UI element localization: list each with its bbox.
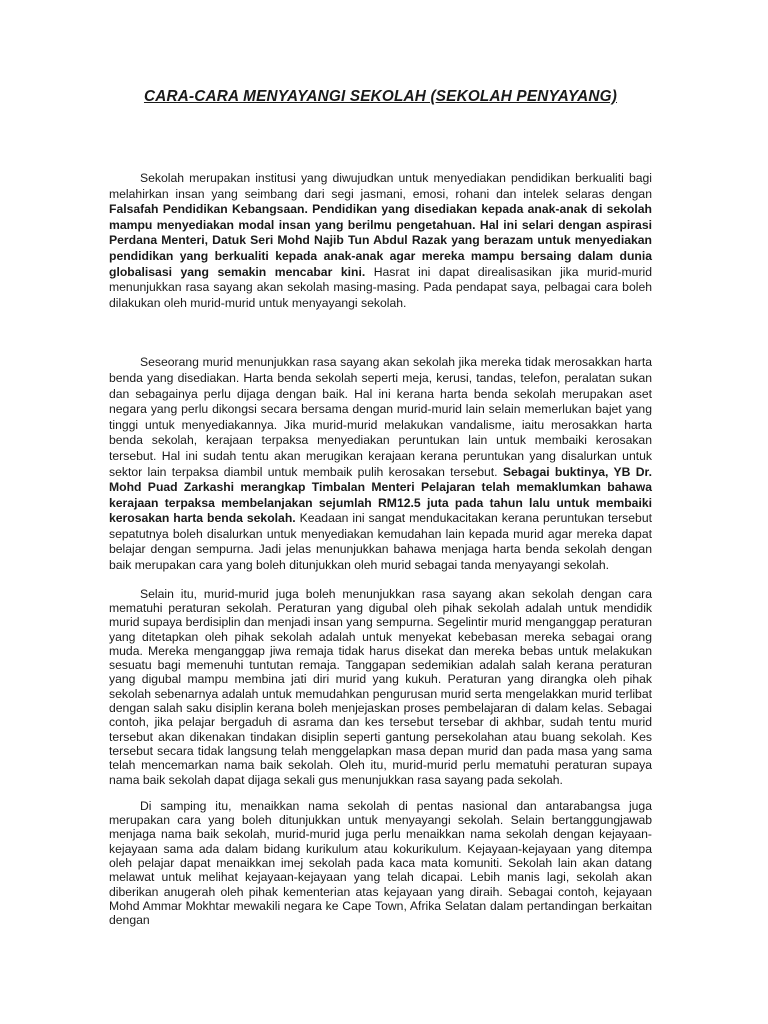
paragraph-run: Sekolah merupakan institusi yang diwujudkan untuk menyediakan pendidikan berkualiti bagi melahirkan insan yang seimbang dari segi jasmani, emosi, rohani dan intelek selaras dengan [109, 171, 652, 201]
paragraph-run-bold: Sebagai buktinya, YB Dr. Mohd Puad Zarkashi merangkap Timbalan Menteri Pelajaran telah memaklumkan bahawa kerajaan terpaksa membelanjakan sejumlah RM12.5 juta pada tahun lalu untuk membaiki kerosakan harta benda sekolah. [109, 464, 652, 526]
paragraph-nama-sekolah [109, 799, 652, 928]
paragraph-run: Selain itu, murid-murid juga boleh menunjukkan rasa sayang akan sekolah dengan cara mematuhi peraturan sekolah. Peraturan yang digubal oleh pihak sekolah adalah untuk mendidik murid supaya berdisiplin dan menjadi insan yang sempurna. Segelintir murid menganggap peraturan yang ditetapkan oleh pihak sekolah adalah untuk menyekat kebebasan mereka sebagai orang muda. Mereka menganggap jiwa remaja tidak harus disekat dan mereka bebas untuk melakukan sesuatu bagi memenuhi tuntutan remaja. Tanggapan sedemikian adalah salah kerana peraturan yang digubal mampu membina jati diri murid yang kukuh. Peraturan yang dirangka oleh pihak sekolah sebenarnya adalah untuk memudahkan pengurusan murid serta mengelakkan murid terlibat dengan salah saku disiplin kerana boleh menjejaskan proses pembelajaran di dalam kelas. Sebagai contoh, jika pelajar bergaduh di asrama dan kes tersebut tersebar di akhbar, sudah tentu murid tersebut akan dikenakan tindakan disiplin seperti gantung persekolahan atau buang sekolah. Kes tersebut secara tidak langsung telah menggelapkan masa depan murid dan pada masa yang sama telah mencemarkan nama baik sekolah. Oleh itu, murid-murid perlu mematuhi peraturan supaya nama baik sekolah dapat dijaga sekali gus menunjukkan rasa sayang pada sekolah. [109, 586, 652, 787]
paragraph-run: Di samping itu, menaikkan nama sekolah di pentas nasional dan antarabangsa juga merupakan cara yang boleh ditunjukkan untuk menyayangi sekolah. Selain bertanggungjawab menjaga nama baik sekolah, murid-murid juga perlu menaikkan nama sekolah dengan kejayaan-kejayaan sama ada dalam bidang kurikulum atau kokurikulum. Kejayaan-kejayaan yang ditempa oleh pelajar dapat menaikkan imej sekolah pada kaca mata komuniti. Sekolah lain akan datang melawat untuk melihat kejayaan-kejayaan yang telah dicapai. Lebih manis lagi, sekolah akan diberikan anugerah oleh pihak kementerian atas kejayaan yang diraih. Sebagai contoh, kejayaan Mohd Ammar Mokhtar mewakili negara ke Cape Town, Afrika Selatan dalam pertandingan berkaitan dengan [109, 798, 652, 928]
paragraph-peraturan [109, 587, 652, 787]
paragraph-introduction [109, 171, 652, 311]
paragraph-run: Seseorang murid menunjukkan rasa sayang akan sekolah jika mereka tidak merosakkan harta benda yang disediakan. Harta benda sekolah seperti meja, kerusi, tandas, telefon, peralatan sukan dan sebagainya perlu dijaga dengan baik. Hal ini kerana harta benda sekolah merupakan aset negara yang perlu dikongsi secara bersama dengan murid-murid lain selain memerlukan bajet yang tinggi untuk menyediakannya. Jika murid-murid melakukan vandalisme, iaitu merosakkan harta benda sekolah, kerajaan terpaksa menyediakan peruntukan lain untuk membaiki kerosakan tersebut. Hal ini sudah tentu akan merugikan kerajaan kerana peruntukan yang disalurkan untuk sektor lain terpaksa diambil untuk membaik pulih kerosakan tersebut. [109, 355, 652, 479]
document-title: CARA-CARA MENYAYANGI SEKOLAH (SEKOLAH PENYAYANG) [143, 88, 618, 105]
paragraph-run: Keadaan ini sangat mendukacitakan kerana peruntukan tersebut sepatutnya boleh disalurkan untuk menyediakan kemudahan lain kepada murid agar mereka dapat belajar dengan sempurna. Jadi jelas menunjukkan bahawa menjaga harta benda sekolah dengan baik merupakan cara yang boleh ditunjukkan oleh murid sebagai tanda menyayangi sekolah. [109, 511, 652, 573]
paragraph-run-bold: Falsafah Pendidikan Kebangsaan. Pendidikan yang disediakan kepada anak-anak di sekolah mampu menyediakan modal insan yang berilmu pengetahuan. Hal ini selari dengan aspirasi Perdana Menteri, Datuk Seri Mohd Najib Tun Abdul Razak yang berazam untuk menyediakan pendidikan yang berkualiti kepada anak-anak agar mereka mampu bersaing dalam dunia globalisasi yang semakin mencabar kini. [109, 202, 652, 279]
paragraph-harta-benda [109, 355, 652, 573]
paragraph-run: Hasrat ini dapat direalisasikan jika murid-murid menunjukkan rasa sayang akan sekolah masing-masing. Pada pendapat saya, pelbagai cara boleh dilakukan oleh murid-murid untuk menyayangi sekolah. [109, 264, 652, 310]
